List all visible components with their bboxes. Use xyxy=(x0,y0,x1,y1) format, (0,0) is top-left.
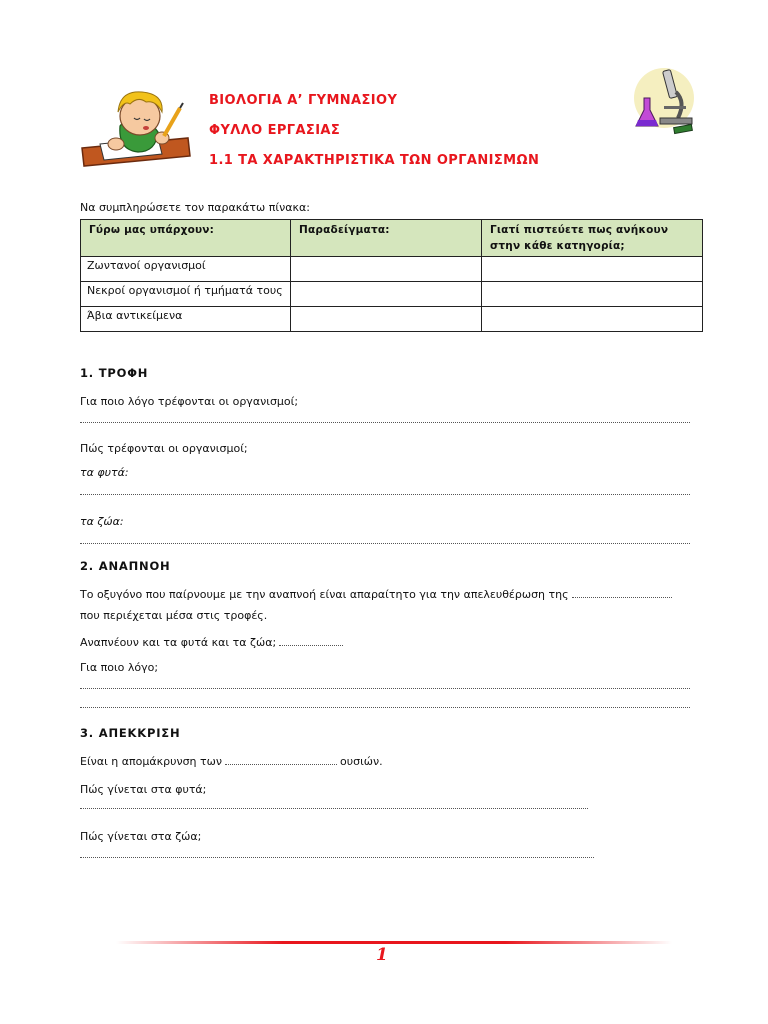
section-title-excretion: 3. ΑΠΕΚΚΡΙΣΗ xyxy=(80,726,181,740)
page-number: 1 xyxy=(376,945,388,965)
question-why-feed: Για ποιο λόγο τρέφονται οι οργανισμοί; xyxy=(80,395,299,408)
footer-divider xyxy=(116,941,672,944)
answer-line[interactable] xyxy=(80,543,690,544)
section-title-respiration: 2. ΑΝΑΠΝΟΗ xyxy=(80,559,171,573)
question-breathe-text: Αναπνέουν και τα φυτά και τα ζώα; xyxy=(80,636,277,649)
table-header-cell: Γιατί πιστεύετε πως ανήκουν στην κάθε κατηγορία; xyxy=(482,220,703,257)
table-cell-examples[interactable] xyxy=(291,257,482,282)
table-header-cell: Παραδείγματα: xyxy=(291,220,482,257)
table-row xyxy=(81,257,703,282)
answer-line[interactable] xyxy=(80,422,690,423)
answer-line[interactable] xyxy=(80,494,690,495)
table-header-cell: Γύρω μας υπάρχουν: xyxy=(81,220,291,257)
label-animals: τα ζώα: xyxy=(80,515,124,528)
fill-blank-breathe[interactable] xyxy=(279,637,343,646)
classification-table xyxy=(80,219,703,332)
section-title-nutrition: 1. ΤΡΟΦΗ xyxy=(80,366,149,380)
table-row xyxy=(81,307,703,332)
table-cell-category: Ζωντανοί οργανισμοί xyxy=(81,257,291,282)
boy-writing-illustration xyxy=(80,86,192,172)
fill-blank-energy[interactable] xyxy=(572,589,672,598)
microscope-flask-illustration xyxy=(630,62,698,140)
table-cell-examples[interactable] xyxy=(291,307,482,332)
paragraph-excretion xyxy=(80,755,383,768)
question-breathe xyxy=(80,636,346,649)
worksheet-subject-title: ΒΙΟΛΟΓΙΑ Α’ ΓΥΜΝΑΣΙΟΥ xyxy=(209,93,398,108)
table-row xyxy=(81,282,703,307)
table-cell-reason[interactable] xyxy=(482,307,703,332)
paragraph-oxygen-text: Το οξυγόνο που παίρνουμε με την αναπνοή είναι απαραίτητο για την απελευθέρωση της xyxy=(80,588,569,601)
question-animals-excretion: Πώς γίνεται στα ζώα; xyxy=(80,830,202,843)
answer-line[interactable] xyxy=(80,857,594,858)
table-cell-reason[interactable] xyxy=(482,257,703,282)
fill-blank-substances[interactable] xyxy=(225,756,337,765)
table-cell-category: Άβια αντικείμενα xyxy=(81,307,291,332)
question-how-feed: Πώς τρέφονται οι οργανισμοί; xyxy=(80,442,248,455)
table-header-row xyxy=(81,220,703,257)
paragraph-excretion-end: ουσιών. xyxy=(340,755,383,768)
paragraph-excretion-start: Είναι η απομάκρυνση των xyxy=(80,755,223,768)
paragraph-oxygen xyxy=(80,588,675,601)
label-plants: τα φυτά: xyxy=(80,466,129,479)
table-cell-reason[interactable] xyxy=(482,282,703,307)
question-plants-excretion: Πώς γίνεται στα φυτά; xyxy=(80,783,207,796)
worksheet-topic-title: 1.1 ΤΑ ΧΑΡΑΚΤΗΡΙΣΤΙΚΑ ΤΩΝ ΟΡΓΑΝΙΣΜΩΝ xyxy=(209,153,540,168)
answer-line[interactable] xyxy=(80,707,690,708)
paragraph-oxygen-cont: που περιέχεται μέσα στις τροφές. xyxy=(80,609,268,622)
table-instructions: Να συμπληρώσετε τον παρακάτω πίνακα: xyxy=(80,201,310,214)
question-why-breathe: Για ποιο λόγο; xyxy=(80,661,159,674)
table-cell-category: Νεκροί οργανισμοί ή τμήματά τους xyxy=(81,282,291,307)
worksheet-type-title: ΦΥΛΛΟ ΕΡΓΑΣΙΑΣ xyxy=(209,123,341,138)
answer-line[interactable] xyxy=(80,688,690,689)
table-cell-examples[interactable] xyxy=(291,282,482,307)
answer-line[interactable] xyxy=(80,808,588,809)
